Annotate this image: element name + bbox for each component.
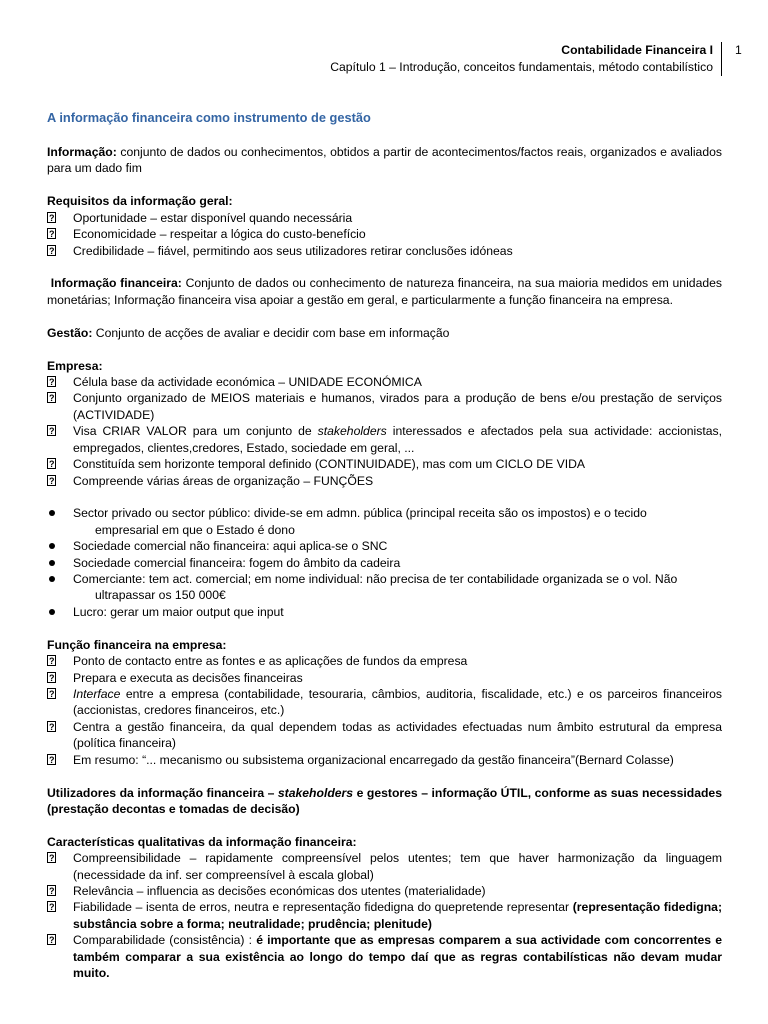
list-item: ? Credibilidade – fiável, permitindo aos seus utilizadores retirar conclusões idóneas — [47, 243, 722, 259]
list-item: ? Ponto de contacto entre as fontes e as aplicações de fundos da empresa — [47, 653, 722, 669]
missing-glyph-icon — [47, 425, 56, 436]
missing-glyph-icon — [47, 475, 56, 486]
missing-glyph-icon — [47, 245, 56, 256]
bullet-item: Sector privado ou sector público: divide-se em admn. pública (principal receita são os impostos) e o tecido empresarial em que o Estado é dono — [47, 505, 722, 538]
list-item: ? Prepara e executa as decisões financeiras — [47, 670, 722, 686]
missing-glyph-icon — [47, 672, 56, 683]
list-item: ? Célula base da actividade económica – UNIDADE ECONÓMICA — [47, 374, 722, 390]
bullet-icon — [49, 560, 55, 566]
bullet-item: Sociedade comercial financeira: fogem do âmbito da cadeira — [47, 555, 722, 571]
missing-glyph-icon — [47, 721, 56, 732]
term: Informação: — [47, 145, 117, 159]
list-item: ? Fiabilidade – isenta de erros, neutra e representação fidedigna do quepretende representar (representação fidedigna; substância sobre a forma; neutralidade; prudência; plenitude) — [47, 899, 722, 932]
missing-glyph-icon — [47, 212, 56, 223]
missing-glyph-icon — [47, 754, 56, 765]
list-item: ? Compreensibilidade – rapidamente compreensível pelos utentes; tem que haver harmonização da linguagem (necessidade da inf. ser compreensível à escala global) — [47, 850, 722, 883]
bullet-item: Lucro: gerar um maior output que input — [47, 604, 722, 620]
info-financeira-definition: Informação financeira: Conjunto de dados ou conhecimento de natureza financeira, na sua maioria medidos em unidades monetárias; Informação financeira visa apoiar a gestão em geral, e particularmente a função financeira na empresa. — [47, 276, 723, 307]
missing-glyph-icon — [47, 458, 56, 469]
caracteristicas-heading: Características qualitativas da informação financeira: — [47, 834, 357, 849]
list-item: ? Conjunto organizado de MEIOS materiais e humanos, virados para a produção de bens e/ou prestação de serviços (ACTIVIDADE) — [47, 390, 722, 423]
list-item: ? Visa CRIAR VALOR para um conjunto de stakeholders interessados e afectados pela sua actividade: accionistas, empregados, clientes,credores, Estado, sociedade em geral, ... — [47, 423, 722, 456]
empresa-heading: Empresa: — [47, 358, 103, 373]
bullet-icon — [49, 609, 55, 615]
missing-glyph-icon — [47, 852, 56, 863]
bullet-icon — [49, 510, 55, 516]
missing-glyph-icon — [47, 934, 56, 945]
list-item: ? Oportunidade – estar disponível quando necessária — [47, 210, 722, 226]
list-item: ? Economicidade – respeitar a lógica do custo-benefício — [47, 226, 722, 242]
chapter-title: Capítulo 1 – Introdução, conceitos fundamentais, método contabilístico — [330, 60, 713, 74]
funcao-heading: Função financeira na empresa: — [47, 637, 227, 652]
missing-glyph-icon — [47, 655, 56, 666]
list-item: ? Constituída sem horizonte temporal definido (CONTINUIDADE), mas com um CICLO DE VIDA — [47, 456, 722, 472]
missing-glyph-icon — [47, 885, 56, 896]
list-item: ? Compreende várias áreas de organização – FUNÇÕES — [47, 473, 722, 489]
missing-glyph-icon — [47, 901, 56, 912]
list-item: ? Centra a gestão financeira, da qual dependem todas as actividades efectuadas num âmbito estrutural da empresa (política financeira) — [47, 719, 722, 752]
list-item: ? Comparabilidade (consistência) : é importante que as empresas comparem a sua actividade com concorrentes e também comparar a sua existência ao longo do tempo daí que as regras contabilísticas não devam mudar muito. — [47, 932, 722, 981]
section-title: A informação financeira como instrumento de gestão — [47, 110, 371, 125]
informacao-definition: Informação: conjunto de dados ou conhecimentos, obtidos a partir de acontecimentos/factos reais, organizados e avaliados para um dado fim — [47, 145, 722, 176]
requisitos-heading: Requisitos da informação geral: — [47, 194, 233, 209]
missing-glyph-icon — [47, 228, 56, 239]
bullet-icon — [49, 543, 55, 549]
bullet-item: Comerciante: tem act. comercial; em nome individual: não precisa de ter contabilidade organizada se o vol. Não ultrapassar os 150 000€ — [47, 571, 722, 604]
gestao-definition: Gestão: Conjunto de acções de avaliar e decidir com base em informação — [47, 325, 450, 340]
page-number: 1 — [735, 43, 742, 57]
bullet-icon — [49, 576, 55, 582]
page-header — [330, 42, 722, 76]
list-item: ? Interface entre a empresa (contabilidade, tesouraria, câmbios, auditoria, fiscalidade, etc.) e os parceiros financeiros (accionistas, credores financeiros, etc.) — [47, 686, 722, 719]
list-item: ? Relevância – influencia as decisões económicas dos utentes (materialidade) — [47, 883, 722, 899]
missing-glyph-icon — [47, 376, 56, 387]
list-item: ? Em resumo: “... mecanismo ou subsistema organizacional encarregado da gestão financeira”(Bernard Colasse) — [47, 752, 722, 768]
missing-glyph-icon — [47, 392, 56, 403]
bullet-item: Sociedade comercial não financeira: aqui aplica-se o SNC — [47, 538, 722, 554]
missing-glyph-icon — [47, 688, 56, 699]
document-body — [47, 109, 722, 981]
utilizadores-paragraph: Utilizadores da informação financeira – stakeholders e gestores – informação ÚTIL, conforme as suas necessidades (prestação decontas e tomadas de decisão) — [47, 785, 722, 816]
course-title: Contabilidade Financeira I — [561, 43, 713, 57]
